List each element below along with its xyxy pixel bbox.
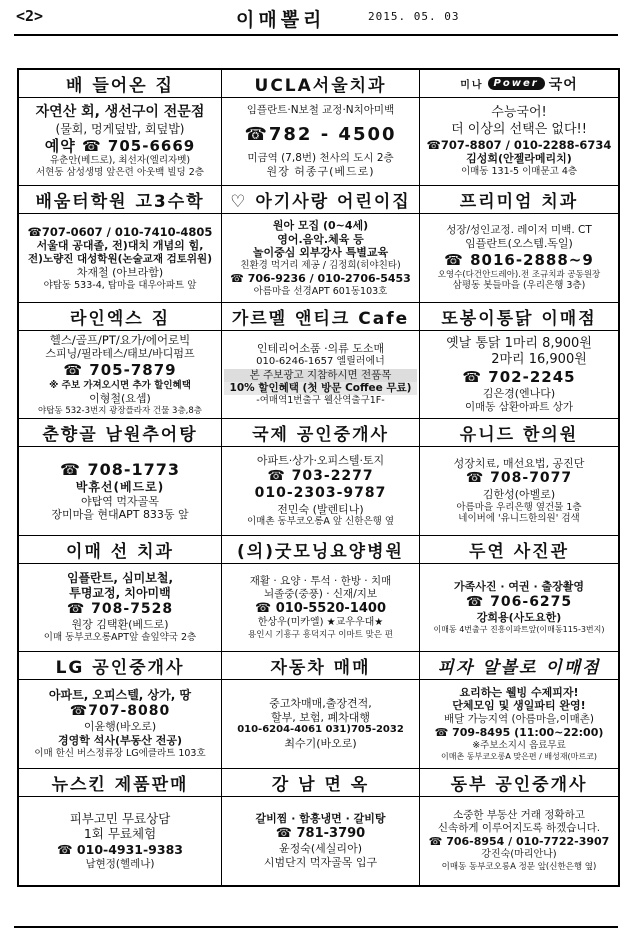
page-number: <2> <box>16 7 44 25</box>
ad-carmel-antique-cafe[interactable] <box>222 303 420 419</box>
ad-line: 인테리어소품 ·의류 도소매 <box>256 342 385 356</box>
ad-title: 두연 사진관 <box>420 536 618 564</box>
ad-line: 성장/성인교정. 레이저 미백. CT <box>446 224 592 237</box>
ad-line: 남현정(헬레나) <box>85 857 155 870</box>
ad-duyeon-photo[interactable] <box>420 536 618 652</box>
ad-line: 차재철 (아브라함) <box>76 265 164 279</box>
ad-line: 한상우(미카엘) ★교우우대★ <box>257 617 384 629</box>
ad-line: 요리하는 웰빙 수제피자! <box>459 685 579 699</box>
ad-line: 뇌졸중(중풍) · 신재/지보 <box>263 587 378 600</box>
ad-nuskin[interactable] <box>19 769 222 885</box>
ad-title-logo <box>420 70 618 98</box>
phone-number: ☎ 8016-2888~9 <box>444 250 594 269</box>
ad-line: 중고차매매,출장견적, <box>269 696 372 710</box>
ad-title: 춘향골 남원추어탕 <box>19 419 221 447</box>
ad-linex-gym[interactable] <box>19 303 222 419</box>
address: 이매촌 동부코오롱A 앞 신한은행 옆 <box>246 516 395 528</box>
ad-title: UCLA서울치과 <box>222 70 419 98</box>
ad-title: 국제 공인중개사 <box>222 419 419 447</box>
phone-number: ☎707-8807 / 010-2288-6734 <box>426 137 612 152</box>
ad-title: 유니드 한의원 <box>420 419 618 447</box>
ad-agisarang-daycare[interactable] <box>222 186 420 302</box>
ad-goodmorning-hospital[interactable] <box>222 536 420 652</box>
ad-line: 놀이중심 외부강사 특별교육 <box>252 246 389 260</box>
ad-line: 박휴선(베드로) <box>75 479 165 494</box>
ad-car-trade[interactable] <box>222 652 420 768</box>
ad-title: 이매 선 치과 <box>19 536 221 564</box>
ad-line: 자연산 회, 생선구이 전문점 <box>35 104 205 121</box>
address: 이매동 131-5 이매문고 4층 <box>460 166 578 178</box>
ad-line: 할부, 보험, 폐차대행 <box>271 710 370 724</box>
ad-line: 영어.음악.체육 등 <box>277 232 364 246</box>
phone-number: ☎ 010-5520-1400 <box>254 600 386 616</box>
address: -여매역1번출구 웰산역출구1F- <box>256 394 385 406</box>
mobile-number: 010-2303-9787 <box>254 485 387 502</box>
ad-mina-power-korean[interactable] <box>420 70 618 186</box>
address: 야탑동 532-3번지 광장플라자 건물 3층,8층 <box>38 405 202 416</box>
ad-line: 아파트·상가·오피스텔·토지 <box>256 453 385 467</box>
address: 이매 동부코오롱APT앞 솔잎약국 2층 <box>43 632 197 644</box>
ad-line: 본 주보광고 지참하시면 전품목 <box>224 369 417 382</box>
address: 장미마을 현대APT 833동 앞 <box>51 508 189 522</box>
ad-line: 원아 모집 (0~4세) <box>272 218 369 232</box>
ad-baeumteo-academy[interactable] <box>19 186 222 302</box>
ad-title: 자동차 매매 <box>222 652 419 680</box>
phone-number: ☎ 010-4931-9383 <box>57 842 183 858</box>
ad-dongbu-realty[interactable] <box>420 769 618 885</box>
phone-number: 010-6204-4061 031)705-2032 <box>237 724 404 736</box>
ad-line: 더 이상의 선택은 없다!! <box>451 121 587 137</box>
ad-line: 네이버에 '유니드한의원' 검색 <box>458 513 580 525</box>
ad-pizza-alvolo[interactable] <box>420 652 618 768</box>
ad-gukje-realty[interactable] <box>222 419 420 535</box>
address: 이매동 삼환아파트 상가 <box>464 400 574 413</box>
phone-number: ☎ 709-8495 (11:00~22:00) <box>434 726 604 740</box>
ad-line: 임플란트(오스템.독일) <box>465 237 573 251</box>
ad-line: 원장 허종구(베드로) <box>266 165 375 179</box>
ad-title: 라인엑스 짐 <box>19 303 221 331</box>
ad-line: 전)노량진 대성학원(논술교재 검토위원) <box>28 252 212 265</box>
phone-number: ☎ 702-2245 <box>462 368 576 386</box>
logo-mina: 미나 <box>460 80 484 91</box>
ad-line: 유춘안(베드로), 최선자(엘리자벳) <box>49 155 191 167</box>
ad-lg-realty[interactable] <box>19 652 222 768</box>
ad-line: (물회, 멍게덮밥, 회덮밥) <box>55 121 185 136</box>
ad-title: 피자 알볼로 이매점 <box>420 652 618 680</box>
ad-title: (의)굿모닝요양병원 <box>222 536 419 564</box>
ad-line: 성장치료, 매선요법, 공진단 <box>453 456 585 470</box>
ad-line: 김은경(엔나다) <box>482 386 556 400</box>
ad-line: 윤정숙(세실리아) <box>279 842 362 856</box>
ad-title: 강 남 면 옥 <box>222 769 419 797</box>
ad-grid <box>17 68 620 887</box>
ad-line: 친환경 먹거리 제공 / 김정희(히야친타) <box>240 260 401 271</box>
ad-title: LG 공인중개사 <box>19 652 221 680</box>
phone-number: ☎707-0607 / 010-7410-4805 <box>27 224 213 239</box>
ad-line: 최수기(바오로) <box>284 736 357 750</box>
ad-line: ※ 주보 가져오시면 추가 할인혜택 <box>49 379 191 391</box>
phone-number: ☎ 708-7077 <box>465 470 573 487</box>
address: 서현동 삼성생명 앞은련 아웃백 빌딩 2층 <box>36 167 204 179</box>
address: 이매 한신 버스정류장 LG에클라트 103호 <box>34 747 206 759</box>
ad-line: 옛날 통닭 1마리 8,900원 <box>446 335 592 351</box>
ad-line: 가족사진 · 여권 · 출장촬영 <box>454 579 584 593</box>
ad-title: 뉴스킨 제품판매 <box>19 769 221 797</box>
ad-title: 프리미엄 치과 <box>420 186 618 214</box>
ad-line: 전민숙 (발렌티나) <box>277 502 364 516</box>
ad-line: ※주보소지시 음료무료 <box>472 740 566 752</box>
ad-title: 동부 공인중개사 <box>420 769 618 797</box>
ad-gangnam-myeonok[interactable] <box>222 769 420 885</box>
ad-unid-clinic[interactable] <box>420 419 618 535</box>
address: 삼평동 봇들마을 (우리은행 3층) <box>452 280 586 292</box>
ad-line: 김한성(아벨로) <box>482 487 556 501</box>
ad-line: 2마리 16,900원 <box>491 351 587 367</box>
page-header <box>14 4 618 30</box>
ad-line: 임플란트·N보철 교정·N치아미백 <box>246 104 395 117</box>
ad-line: 이형철(요셉) <box>89 391 151 405</box>
ad-title: 배 들어온 집 <box>19 70 221 98</box>
ad-ttobong-chicken[interactable] <box>420 303 618 419</box>
ad-line: 재활 · 요양 · 투석 · 한방 · 치매 <box>249 574 392 587</box>
phone-number: ☎707-8080 <box>69 702 171 719</box>
ad-line: 배달 가능지역 (아름마을,이매촌) <box>443 713 595 726</box>
ad-title: 또봉이통닭 이매점 <box>420 303 618 331</box>
phone-number: ☎ 708-1773 <box>59 459 181 479</box>
ad-line: 오영수(다건안드레아).전 조규치과 공동원장 <box>437 269 601 280</box>
ad-line: 야탑역 먹자골목 <box>81 494 159 508</box>
ad-premium-dental[interactable] <box>420 186 618 302</box>
phone-number: 예약 ☎ 705-6669 <box>44 136 196 155</box>
address: 시범단지 먹자골목 입구 <box>263 855 378 869</box>
ad-line: 수능국어! <box>491 105 547 121</box>
ad-line: 소중한 부동산 거래 정확하고 <box>453 809 585 822</box>
ad-line: 이윤행(바오로) <box>83 720 157 734</box>
ad-baedeureoon[interactable] <box>19 70 222 186</box>
phone-number: ☎ 706-6275 <box>465 593 573 610</box>
ad-line: 경영학 석사(부동산 전공) <box>58 734 182 748</box>
ad-line: 단체모임 및 생일파티 완영! <box>452 699 586 713</box>
ad-title: 배움터학원 고3수학 <box>19 186 221 214</box>
ad-line: 원장 김택환(베드로) <box>71 618 169 632</box>
ad-line: 임플란트, 심미보철, <box>66 570 174 585</box>
newsletter-title: 이매뽈리 <box>236 9 326 31</box>
address: 용인시 기흥구 흥덕지구 이마트 맞은 편 <box>248 629 393 640</box>
phone-number: ☎ 781-3790 <box>275 825 366 841</box>
ad-ucla-dental[interactable] <box>222 70 420 186</box>
ad-chunhyanggol[interactable] <box>19 419 222 535</box>
ad-title: ♡ 아기사랑 어린이집 <box>222 186 419 214</box>
footer-rule <box>14 926 618 928</box>
issue-date: 2015. 05. 03 <box>368 10 460 23</box>
address: 이매동 동부코오롱A 정문 앞(신한은행 옆) <box>441 861 597 872</box>
address: 아름마을 선경APT 601동103호 <box>253 285 388 297</box>
ad-title: 가르멜 앤티크 Cafe <box>222 303 419 331</box>
address: 미금역 (7,8번) 천사의 도시 2층 <box>247 152 394 165</box>
header-rule <box>14 34 618 36</box>
phone-number: ☎ 705-7879 <box>63 361 177 380</box>
ad-line: 1회 무료체험 <box>83 826 157 842</box>
ad-line: 스피닝/필라테스/태보/바디펌프 <box>45 347 195 361</box>
ad-line: 갈비찜 · 함흥냉면 · 갈비탕 <box>255 812 386 826</box>
phone-number: ☎ 708-7528 <box>66 600 174 617</box>
address: 아름마을 우리은행 옆건물 1층 <box>456 501 582 513</box>
logo-power: Power <box>488 77 545 90</box>
logo-korean: 국어 <box>548 76 578 93</box>
address: 이매촌 동부코오롱A 맞은편 / 배성재(마르코) <box>441 751 597 761</box>
ad-line: 강진숙(마리안나) <box>481 849 557 861</box>
phone-number: ☎ 706-9236 / 010-2706-5453 <box>230 271 411 285</box>
ad-line: 김성희(안젤라메리치) <box>466 152 572 166</box>
ad-line: 헬스/골프/PT/요가/에어로빅 <box>49 333 191 347</box>
ad-line: 피부고민 무료상담 <box>69 810 171 826</box>
ad-line: 투명교정, 치아미백 <box>69 585 171 600</box>
ad-imae-sun-dental[interactable] <box>19 536 222 652</box>
ad-line: 10% 할인혜택 (첫 방문 Coffee 무료) <box>224 382 417 395</box>
ad-line: 아파트, 오피스텔, 상가, 땅 <box>48 687 192 702</box>
phone-number: ☎ 706-8954 / 010-7722-3907 <box>428 835 610 849</box>
address: 이매동 4번출구 진흥이파트앞(이매동115-3번지) <box>433 624 605 634</box>
address: 야탑동 533-4, 탑마을 대우아파트 앞 <box>43 279 197 291</box>
ad-line: 신속하게 이루어지도록 하겠습니다. <box>437 822 601 835</box>
ad-line: 강희용(사도요한) <box>476 611 562 625</box>
power-logo <box>460 74 578 94</box>
ad-line: 서울대 공대졸, 전)대치 개념의 힘, <box>36 239 204 253</box>
phone-number: ☎782 - 4500 <box>244 123 397 145</box>
phone-number: 010-6246-1657 엘릴러에너 <box>256 356 385 368</box>
phone-number: ☎ 703-2277 <box>267 467 374 484</box>
